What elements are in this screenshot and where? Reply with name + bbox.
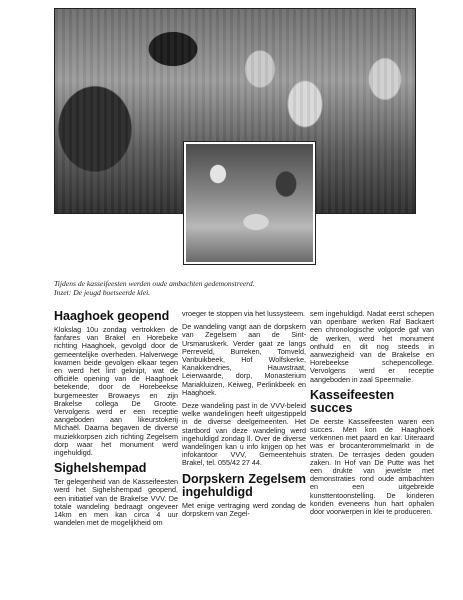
heading-kasseifeesten-succes: Kasseifeesten succes	[310, 387, 395, 415]
inset-photo	[184, 142, 315, 264]
caption-line-2: Inzet: De jeugd boetseerde klei.	[54, 288, 151, 297]
column-3	[310, 310, 434, 521]
paragraph: Met enige vertraging werd zondag de dorpskern van Zegel-	[182, 500, 306, 518]
paragraph: Klokslag 10u zondag vertrokken de fanfares van Brakel en Horebeke richting Haaghoek, gevolgd door de gemeentelijke overheden. Halverwege kwamen beide gevolgen elkaar tegen en werd het lint geknipt, wat de officiële opening van de Haaghoek betekende, door de Horebeekse burgemeester Browaeys en zijn Brakelse collega De Groote. Vervolgens werd er een receptie aangeboden aan likeurstokerij Michaël. Daarna begaven de diverse muziekkorpsen zich richting Zegelsem dorp waar het monument werd ingehuldigd.	[54, 325, 178, 458]
heading-sighelshempad: Sighelshempad	[54, 461, 147, 476]
heading-dorpskern-zegelsem: Dorpskern Zegelsem ingehuldigd	[182, 471, 306, 499]
heading-haaghoek-geopend: Haaghoek geopend	[54, 309, 170, 323]
paragraph: Deze wandeling past in de VVV-beleid welke wandelingen heeft uitgestippeld in de diverse deelgemeenten. Het startbord van deze wandeling werd ingehuldigd zondag ll. Over de diverse wandelingen kan u info krijgen op het infokantoor VVV, Gemeentehuis Brakel, tel. 055/42 27 44.	[182, 401, 306, 468]
paragraph: De eerste Kasseifeesten waren een succes. Men kon de Haaghoek verkennen met paard en kar. Uiteraard was er brocanterommelmarkt in de straten. De terrasjes deden gouden zaken. In Hof van De Putte was het een drukte van jewelste met demonstraties rond oude ambachten en een uitgebreide kunsttentoonstelling. De kinderen konden eveneens hun hart ophalen door voorwerpen in klei te produceren.	[310, 416, 434, 517]
caption-line-1: Tijdens de kasseifeesten werden oude ambachten gedemonstreerd.	[54, 279, 255, 288]
paragraph: vroeger te stoppen via het lussysteem.	[182, 309, 306, 318]
photo-caption	[54, 279, 434, 297]
paragraph: sem ingehuldigd. Nadat eerst schepen van openbare werken Raf Backaert een chronologische volgorde gaf van de werken, werd het monument onthuld en dit nog steeds in aanwezigheid van de Brakelse en Horebeekse schepencollege. Vervolgens werd er receptie aangeboden in zaal Speermalie.	[310, 309, 434, 384]
column-1	[54, 310, 178, 532]
paragraph: De wandeling vangt aan de dorpskern van Zegelsem aan de Sint-Ursmaruskerk. Verder gaat ze langs Perreveld, Burreken, Tomveld, Vanbuikbeek, Hof Wolfskerke, Kanakkendries, Hauwstraat, Leierwaarde, dorp, Monasterium Mariakluizen, Keiweg, Perlinkbeek en Haaghoek.	[182, 322, 306, 397]
paragraph: Ter gelegenheid van de Kasseifeesten werd het Sighelshempad geopend, een initiatief van de Brakelse VVV. De totale wandeling bedraagt ongeveer 14km en men kan circa 4 uur wandelen met de mogelijkheid om	[54, 477, 178, 528]
column-2	[182, 310, 306, 523]
